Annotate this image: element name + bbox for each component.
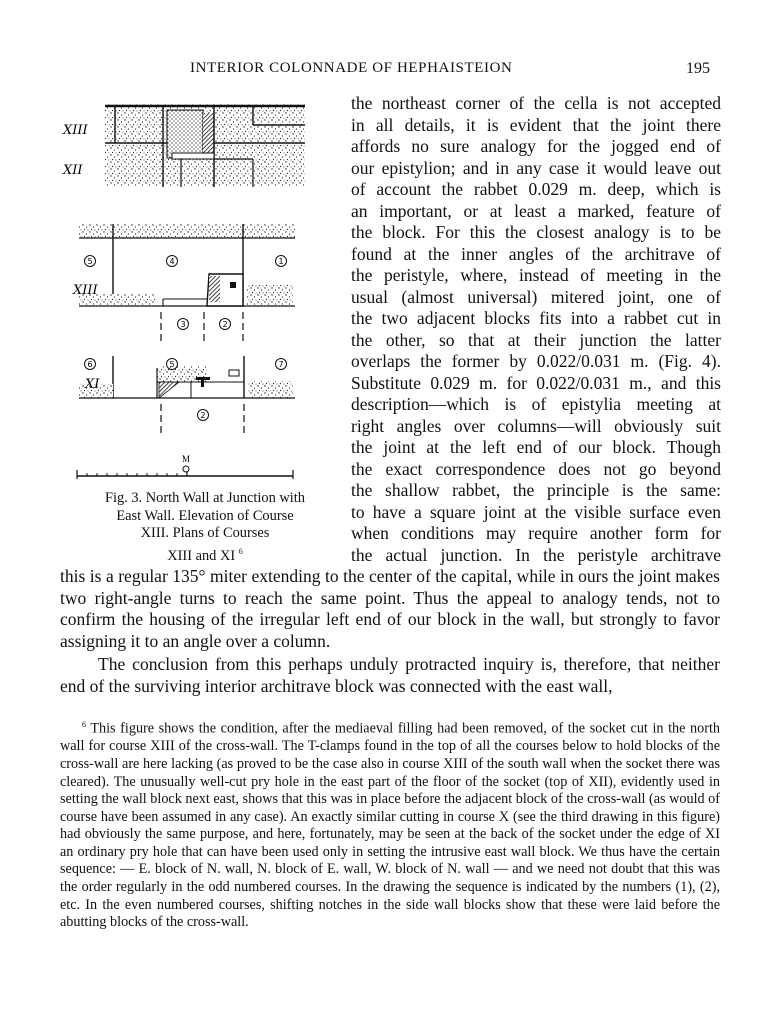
caption-footnote-ref: 6 xyxy=(238,546,243,556)
circled-number: 5 xyxy=(87,257,93,266)
caption-line: XIII. Plans of Courses xyxy=(140,525,270,541)
circled-number: 4 xyxy=(169,257,175,266)
text-line: the peristyle, where, instead of meeting in the xyxy=(351,265,721,285)
label-course-xiii-mid: XIII xyxy=(73,283,98,298)
plan-course-xiii xyxy=(72,224,295,342)
body-paragraph-right-column xyxy=(351,93,721,566)
elevation-drawing xyxy=(62,104,305,187)
text-line: our epistylion; and in any case it would leave out xyxy=(351,157,721,178)
footnote xyxy=(60,716,720,932)
text-line: in all details, it is evident that the joint there xyxy=(351,114,721,135)
text-line: the actual junction. In the peristyle architrave xyxy=(351,544,721,565)
text-line: the other, so that at their junction the latter xyxy=(351,329,721,350)
plan-course-xi xyxy=(79,356,295,434)
text-line: overlaps the former by 0.022/0.031 m. (Fig. 4). xyxy=(351,351,721,371)
label-course-xi: XI xyxy=(85,377,100,392)
page-number: 195 xyxy=(686,60,710,77)
caption-line: Fig. 3. North Wall at Junction with xyxy=(104,490,306,506)
scale-bar xyxy=(77,454,293,479)
circled-number: 6 xyxy=(87,360,93,369)
caption-line-text: XIII and XI xyxy=(167,547,236,564)
figure-caption xyxy=(60,490,350,565)
running-title: INTERIOR COLONNADE OF HEPHAISTEION xyxy=(190,60,513,76)
text-line: the joint at the left end of our block. Though xyxy=(351,437,721,457)
text-line: Substitute 0.029 m. for 0.022/0.031 m., and this xyxy=(351,372,721,393)
caption-line xyxy=(60,543,350,565)
label-course-xii: XII xyxy=(63,163,83,178)
text-line: the northeast corner of the cella is not accepted xyxy=(351,93,721,113)
text-line: when conditions may require another form for xyxy=(351,523,721,543)
text-line: right angles over columns—will obviously suit xyxy=(351,415,721,436)
caption-line: East Wall. Elevation of Course xyxy=(116,507,294,524)
running-head xyxy=(0,60,777,82)
text-line: of account the rabbet 0.029 m. deep, which is xyxy=(351,179,721,199)
text-line: the shallow rabbet, the principle is the same: xyxy=(351,480,721,500)
text-line: found at the inner angles of the architrave of xyxy=(351,243,721,264)
text-line: description—which is of epistylia meeting at xyxy=(351,394,721,414)
text-line: the two adjacent blocks fits into a rabbet cut in xyxy=(351,308,721,328)
circled-number: 3 xyxy=(180,320,186,329)
circled-number: 2 xyxy=(200,411,206,420)
scale-bar-label: M xyxy=(181,454,191,464)
text-line: affords no sure analogy for the jogged end of xyxy=(351,136,721,156)
text-line: to have a square joint at the visible surface even xyxy=(351,501,721,522)
footnote-marker: 6 xyxy=(82,720,86,729)
body-paragraph-conclusion: The conclusion from this perhaps unduly protracted inquiry is, therefore, that neither end of the surviving interior architrave block was connected with the east wall, xyxy=(60,654,720,696)
footnote-text: This figure shows the condition, after the mediaeval filling had been removed, of the socket cut in the north wall for course XIII of the cross-wall. The T-clamps found in the top of all the courses below to hold blocks of the cross-wall are here lacking (as proved to be the case also in course XIII of the south wall when the socket there was cleared). The unusually well-cut pry hole in the east part of the floor of the socket (top of XII), evidently used in setting the wall block next east, shows that this was in place before the adjacent block of the cross-wall (as would of course have been assumed in any case). An exactly similar cutting in course X (see the third drawing in this figure) had obviously the same purpose, and here, fortunately, may be seen at the back of the socket under the edge of XI an ordinary pry hole that can have been used only in setting the intrusive east wall block. We thus have the certain sequence: — E. block of N. wall, N. block of E. wall, W. block of N. wall — and we need not doubt that this was the order regularly in the odd numbered courses. In the drawing the sequence is indicated by the numbers (1), (2), etc. In the even numbered courses, shifting notches in the side wall blocks show that these were laid before the abutting blocks of the cross-wall. xyxy=(60,720,720,931)
body-paragraph-continuation: this is a regular 135° miter extending to the center of the capital, while in ours the joint makes two right-angle turns to reach the same point. Thus the appeal to analogy tends, not to confirm the housing of the irregular left end of our block in the wall, but strongly to favor assigning it to an angle over a column. xyxy=(60,566,720,651)
text-line: an important, or at least a marked, feature of xyxy=(351,200,721,221)
text-line: the block. For this the closest analogy is to be xyxy=(351,222,721,242)
circled-number: 1 xyxy=(278,257,284,266)
figure-3 xyxy=(63,98,337,483)
circled-number: 5 xyxy=(169,360,175,369)
figure-3-drawing xyxy=(63,98,337,483)
circled-number: 2 xyxy=(222,320,228,329)
circled-number: 7 xyxy=(278,360,284,369)
text-line: the exact correspondence does not go beyond xyxy=(351,458,721,479)
text-line: usual (almost universal) mitered joint, one of xyxy=(351,286,721,307)
label-course-xiii-top: XIII xyxy=(63,123,88,138)
